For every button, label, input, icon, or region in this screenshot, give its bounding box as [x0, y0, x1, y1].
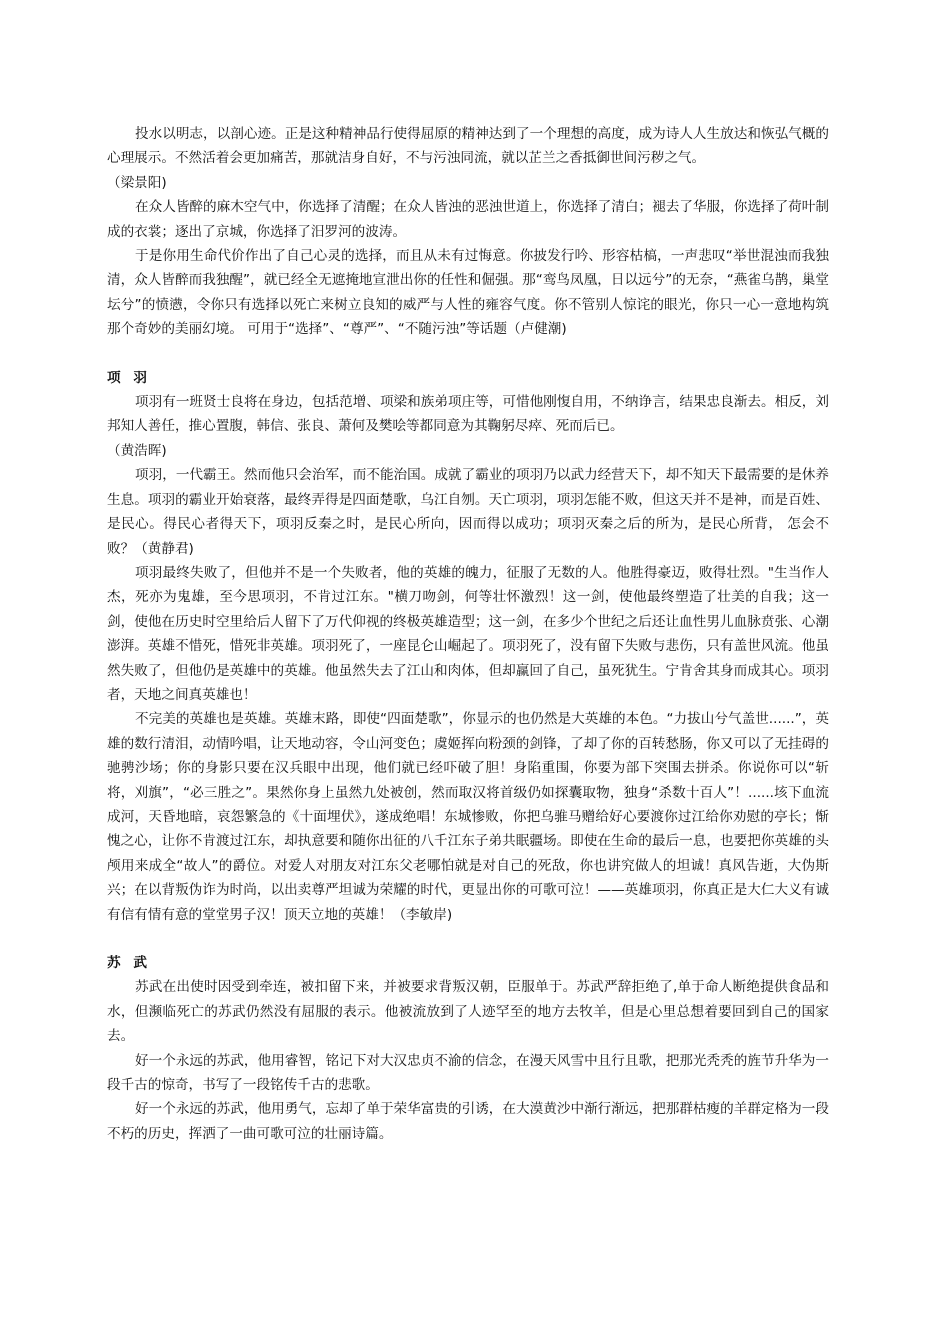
section-spacer	[107, 927, 829, 951]
suwu-paragraph-3: 好一个永远的苏武，他用勇气，忘却了单于荣华富贵的引诱，在大漠黄沙中渐行渐远，把那群枯瘦的羊群定格为一段不朽的历史，挥洒了一曲可歌可泣的壮丽诗篇。	[107, 1101, 829, 1142]
xiangyu-paragraph-1: 项羽有一班贤士良将在身边，包括范增、项梁和族弟项庄等，可惜他刚愎自用，不纳诤言，结果忠良渐去。相反，刘邦知人善任，推心置腹，韩信、张良、萧何及樊哙等都同意为其鞠躬尽瘁、死而后已。	[107, 394, 829, 435]
suwu-paragraph-1: 苏武在出使时因受到牵连，被扣留下来，并被要求背叛汉朝，臣服单于。苏武严辞拒绝了,单于命人断绝提供食品和水，但濒临死亡的苏武仍然没有屈服的表示。他被流放到了人迹罕至的地方去牧羊，但是心里总想着要回到自己的国家去。	[107, 979, 829, 1045]
xiangyu-paragraph-4: 不完美的英雄也是英雄。英雄末路，即使“四面楚歌”，你显示的也仍然是大英雄的本色。“力拔山兮气盖世......”，英雄的数行清泪，动情吟唱，让天地动容，令山河变色；虞姬挥向粉颈的剑锋，了却了你的百转愁肠，你又可以了无挂碍的驰骋沙场；你的身影只要在汉兵眼中出现，他们就已经吓破了胆！身陷重围，你要为部下突围去拼杀。你说你可以“斩将，刈旗”，“必三胜之”。果然你身上虽然九处被创，然而取汉将首级仍如探囊取物，独身“杀数十百人”！......垓下血流成河，天昏地暗，哀怨繁急的《十面埋伏》，遂成绝唱！东城惨败，你把乌骓马赠给好心要渡你过江给你劝慰的亭长；惭愧之心，让你不肯渡过江东，却执意要和随你出征的八千江东子弟共眠疆场。即使在生命的最后一息，也要把你英雄的头颅用来成全“故人”的爵位。对爱人对朋友对江东父老哪怕就是对自己的死敌，你也讲究做人的坦诚！真风告逝，大伪斯兴；在以背叛伪诈为时尚，以出卖尊严坦诚为荣耀的时代，更显出你的可歌可泣！——英雄项羽，你真正是大仁大义有诚有信有情有意的堂堂男子汉！顶天立地的英雄！（李敏岸)	[107, 711, 829, 923]
suwu-paragraph-2: 好一个永远的苏武，他用睿智，铭记下对大汉忠贞不渝的信念，在漫天风雪中且行且歌，把那光秃秃的旌节升华为一段千古的惊奇，书写了一段铭传千古的悲歌。	[107, 1052, 829, 1094]
xiangyu-author-1: （黄浩晖)	[107, 442, 167, 459]
quyuan-paragraph-3: 于是你用生命代价作出了自己心灵的选择，而且从未有过悔意。你披发行吟、形容枯槁，一声悲叹“举世混浊而我独清，众人皆醉而我独醒”，就已经全无遮掩地宣泄出你的任性和倔强。那“鸾鸟凤凰，日以远兮”的无奈，“燕雀乌鹊，巢堂坛兮”的愤懑，令你只有选择以死亡来树立良知的威严与人性的雍容气度。你不管别人惊诧的眼光，你只一心一意地构筑那个奇妙的美丽幻境。 可用于“选择”、“尊严”、“不随污浊”等话题（卢健潮)	[107, 248, 829, 338]
quyuan-author-1: （梁景阳)	[107, 174, 167, 191]
quyuan-paragraph-1: 投水以明志，以剖心迹。正是这种精神品行使得屈原的精神达到了一个理想的高度，成为诗人人生放达和恢弘气概的心理展示。不然活着会更加痛苦，那就洁身自好，不与污浊同流，就以芷兰之香抵御世间污秽之气。	[107, 126, 829, 167]
document-page	[107, 122, 829, 1146]
section-spacer	[107, 342, 829, 366]
xiangyu-paragraph-2: 项羽，一代霸王。然而他只会治军，而不能治国。成就了霸业的项羽乃以武力经营天下，却不知天下最需要的是休养生息。项羽的霸业开始衰落，最终弄得是四面楚歌，乌江自刎。天亡项羽，项羽怎能不败，但这天并不是神，而是百姓、是民心。得民心者得天下，项羽反秦之时，是民心所向，因而得以成功；项羽灭秦之后的所为，是民心所背， 怎会不败？（黄静君)	[107, 467, 829, 557]
xiangyu-paragraph-3: 项羽最终失败了，但他并不是一个失败者，他的英雄的魄力，征服了无数的人。他胜得豪迈，败得壮烈。"生当作人杰，死亦为鬼雄，至今思项羽，不肯过江东。"横刀吻剑，何等壮怀激烈！这一剑，使他最终塑造了壮美的自我；这一剑，使他在历史时空里给后人留下了万代仰视的终极英雄造型；这一剑，在多少个世纪之后还让血性男儿血脉贲张、心潮澎湃。英雄不惜死，惜死非英雄。项羽死了，一座昆仑山崛起了。项羽死了，没有留下失败与悲伤，只有盖世风流。他虽然失败了，但他仍是英雄中的英雄。他虽然失去了江山和肉体，但却赢回了自己，虽死犹生。宁肯舍其身而成其心。项羽者，天地之间真英雄也！	[107, 564, 829, 703]
suwu-heading: 苏 武	[107, 955, 151, 971]
xiangyu-heading: 项 羽	[107, 369, 151, 386]
quyuan-paragraph-2: 在众人皆醉的麻木空气中，你选择了清醒；在众人皆浊的恶浊世道上，你选择了清白；褪去了华服，你选择了荷叶制成的衣裳；逐出了京城，你选择了汨罗河的波涛。	[107, 199, 829, 240]
